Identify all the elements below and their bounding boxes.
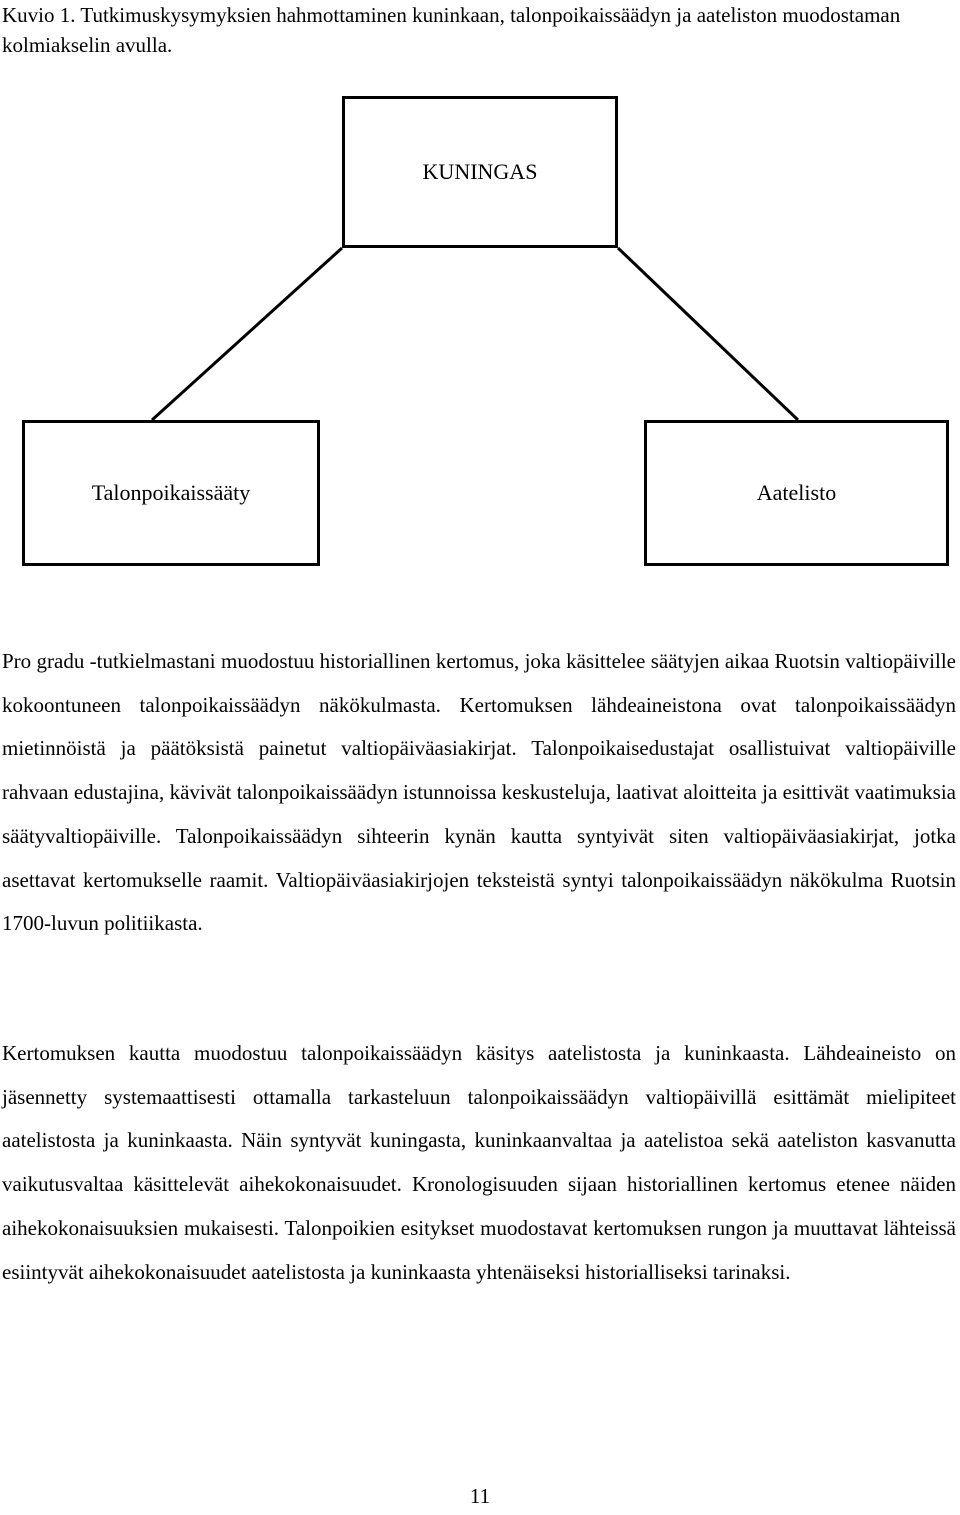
nobility-node: [644, 420, 949, 566]
triangle-diagram: [0, 0, 960, 580]
peasants-label: Talonpoikaissääty: [91, 480, 251, 505]
nobility-label: Aatelisto: [756, 480, 837, 505]
page-number: 11: [469, 1484, 491, 1508]
king-label: KUNINGAS: [422, 159, 538, 184]
connector-king-nobility: [618, 248, 798, 420]
figure-caption: Kuvio 1. Tutkimuskysymyksien hahmottaminen kuninkaan, talonpoikaissäädyn ja aateliston muodostaman kolmiakselin avulla.: [2, 3, 901, 57]
body-paragraph-2: Kertomuksen kautta muodostuu talonpoikaissäädyn käsitys aatelistosta ja kuninkaasta. Lähdeaineisto on jäsennetty systemaattisesti ottamalla tarkasteluun talonpoikaissäädyn valtiopäivillä esittämät mielipiteet aatelistosta ja kuninkaasta. Näin syntyvät kuningasta, kuninkaanvaltaa ja aatelistoa sekä aateliston kasvanutta vaikutusvaltaa käsittelevät aihekokonaisuudet. Kronologisuuden sijaan historiallinen kertomus etenee näiden aihekokonaisuuksien mukaisesti. Talonpoikien esitykset muodostavat kertomuksen rungon ja muuttavat lähteissä esiintyvät aihekokonaisuudet aatelistosta ja kuninkaasta yhtenäiseksi historialliseksi tarinaksi.: [2, 1041, 956, 1284]
peasants-node: [22, 420, 320, 566]
king-node: [342, 96, 618, 248]
body-paragraph-1: Pro gradu -tutkielmastani muodostuu historiallinen kertomus, joka käsittelee säätyjen aikaa Ruotsin valtiopäiville kokoontuneen talonpoikaissäädyn näkökulmasta. Kertomuksen lähdeaineistona ovat talonpoikaissäädyn mietinnöistä ja päätöksistä painetut valtiopäiväasiakirjat. Talonpoikaisedustajat osallistuivat valtiopäiville rahvaan edustajina, kävivät talonpoikaissäädyn istunnoissa keskusteluja, laativat aloitteita ja esittivät vaatimuksia säätyvaltiopäiville. Talonpoikaissäädyn sihteerin kynän kautta syntyivät siten valtiopäiväasiakirjat, jotka asettavat kertomukselle raamit. Valtiopäiväasiakirjojen teksteistä syntyi talonpoikaissäädyn näkökulma Ruotsin 1700-luvun politiikasta.: [2, 649, 956, 936]
connector-king-peasants: [152, 248, 342, 420]
